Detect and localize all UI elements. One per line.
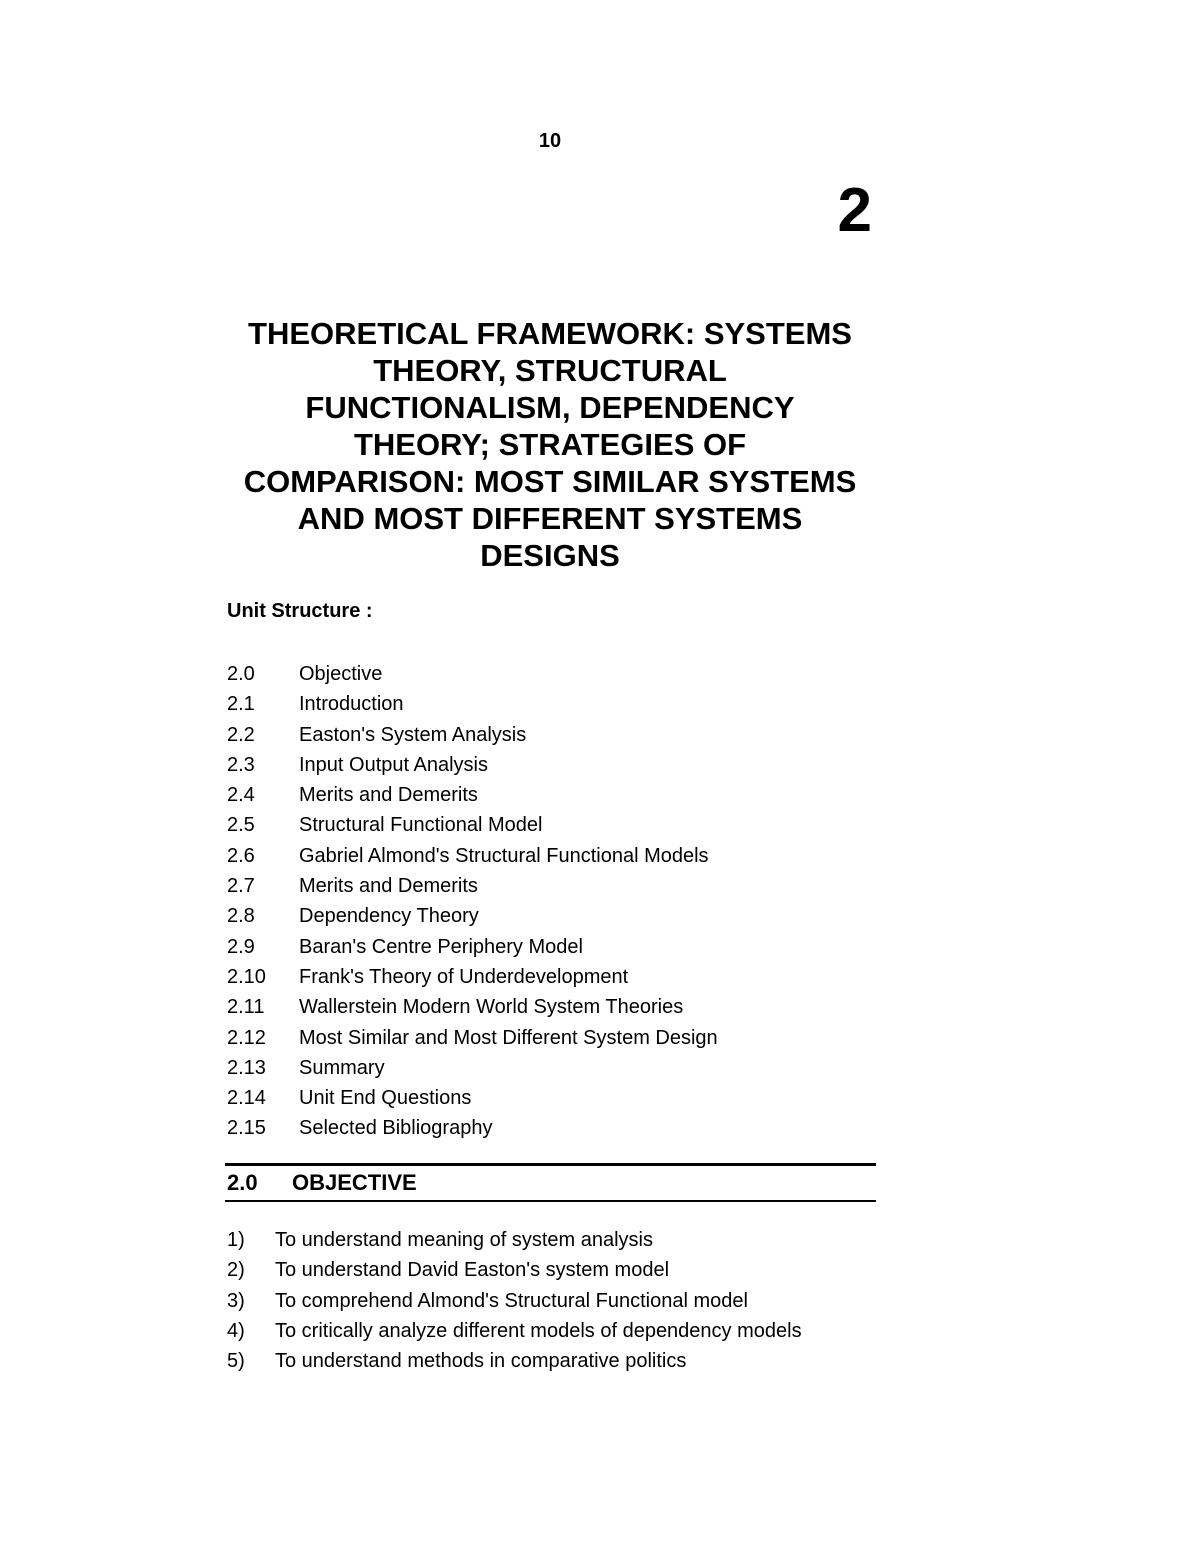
toc-item [227, 720, 718, 750]
toc-item-number: 2.1 [227, 693, 255, 716]
toc-item-number: 2.2 [227, 723, 255, 746]
toc-item-title: Gabriel Almond's Structural Functional Models [299, 844, 709, 867]
toc-item-number: 2.13 [227, 1056, 266, 1079]
objective-text: To understand methods in comparative politics [275, 1350, 687, 1373]
chapter-title [220, 315, 880, 574]
objective-text: To understand meaning of system analysis [275, 1229, 653, 1251]
chapter-number: 2 [837, 176, 872, 245]
toc-item-number: 2.0 [227, 663, 255, 685]
toc-item-number: 2.6 [227, 844, 255, 867]
toc-item [227, 932, 718, 962]
toc-item-title: Unit End Questions [299, 1087, 472, 1110]
objective-text: To critically analyze different models of dependency models [275, 1319, 802, 1342]
toc-item-title: Merits and Demerits [299, 875, 478, 898]
section-number: 2.0 [227, 1170, 258, 1195]
toc-item [227, 689, 718, 719]
objective-item [227, 1255, 802, 1285]
chapter-title-line: FUNCTIONALISM, DEPENDENCY [305, 390, 795, 425]
toc-item-title: Frank's Theory of Underdevelopment [299, 965, 629, 988]
toc-item-number: 2.12 [227, 1026, 266, 1049]
table-of-contents [227, 659, 718, 1144]
toc-item-number: 2.8 [227, 905, 255, 928]
chapter-title-line: COMPARISON: MOST SIMILAR SYSTEMS [243, 464, 857, 499]
chapter-title-line: AND MOST DIFFERENT SYSTEMS [297, 501, 803, 536]
toc-item [227, 659, 718, 689]
toc-item-title: Easton's System Analysis [299, 723, 527, 746]
toc-item-title: Structural Functional Model [299, 814, 543, 837]
chapter-title-line: THEORY, STRUCTURAL [373, 353, 727, 388]
objective-item [227, 1316, 802, 1346]
toc-item-number: 2.14 [227, 1087, 266, 1110]
toc-item-number: 2.7 [227, 875, 255, 898]
objective-item [227, 1225, 802, 1255]
objective-number: 1) [227, 1229, 245, 1251]
toc-item-title: Summary [299, 1056, 385, 1079]
objective-number: 4) [227, 1319, 245, 1342]
objective-number: 3) [227, 1289, 245, 1312]
toc-item-title: Baran's Centre Periphery Model [299, 935, 583, 958]
toc-item-number: 2.10 [227, 965, 266, 988]
toc-item-number: 2.5 [227, 814, 255, 837]
unit-structure-label: Unit Structure : [227, 600, 373, 622]
objective-number: 5) [227, 1350, 245, 1373]
toc-item [227, 780, 718, 810]
toc-item [227, 871, 718, 901]
toc-item-title: Input Output Analysis [299, 753, 489, 776]
chapter-title-line: THEORETICAL FRAMEWORK: SYSTEMS [248, 316, 852, 351]
section-heading-objective [225, 1163, 876, 1202]
objective-text: To comprehend Almond's Structural Functional model [275, 1289, 748, 1312]
objective-number: 2) [227, 1259, 245, 1282]
toc-item-number: 2.15 [227, 1117, 266, 1140]
toc-item-title: Dependency Theory [299, 905, 479, 928]
toc-item-title: Objective [299, 663, 383, 685]
toc-item [227, 841, 718, 871]
chapter-title-line: DESIGNS [480, 538, 620, 573]
objective-item [227, 1346, 802, 1376]
toc-item [227, 1053, 718, 1083]
toc-item [227, 810, 718, 840]
chapter-title-line: THEORY; STRATEGIES OF [353, 427, 747, 462]
toc-item-title: Wallerstein Modern World System Theories [299, 996, 684, 1019]
toc-item [227, 1113, 718, 1143]
toc-item-number: 2.3 [227, 753, 255, 776]
objective-text: To understand David Easton's system model [275, 1259, 670, 1282]
page-number: 10 [538, 130, 562, 152]
toc-item-title: Merits and Demerits [299, 784, 478, 807]
toc-item-title: Selected Bibliography [299, 1117, 493, 1140]
toc-item-title: Introduction [299, 693, 404, 716]
toc-item-number: 2.4 [227, 784, 255, 807]
toc-item [227, 1023, 718, 1053]
toc-item-number: 2.11 [227, 996, 265, 1019]
toc-item [227, 901, 718, 931]
toc-item [227, 962, 718, 992]
objective-item [227, 1286, 802, 1316]
toc-item-title: Most Similar and Most Different System Design [299, 1026, 718, 1049]
objectives-list [227, 1225, 802, 1376]
section-title: OBJECTIVE [292, 1170, 417, 1195]
toc-item-number: 2.9 [227, 935, 255, 958]
toc-item [227, 1083, 718, 1113]
toc-item [227, 750, 718, 780]
toc-item [227, 992, 718, 1022]
